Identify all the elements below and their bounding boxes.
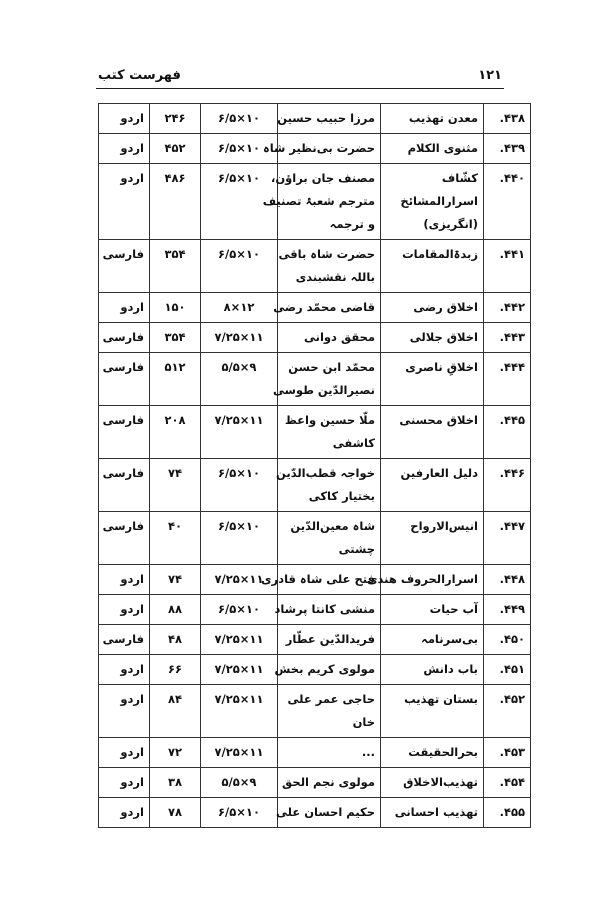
book-author-line: مصنف جان براؤن، (270, 171, 375, 185)
entry-number: ۴۴۲. (484, 293, 531, 323)
book-language: فارسی (99, 459, 150, 512)
book-title-line: دلیل العارفین (400, 466, 478, 480)
page-count: ۷۴ (150, 459, 201, 512)
book-size: ۱۱×۷/۲۵ (201, 685, 278, 738)
book-title (381, 353, 484, 406)
book-author (278, 798, 381, 828)
book-author-line: حضرت بی‌نظیر شاہ (262, 141, 375, 155)
book-size: ۱۱×۷/۲۵ (201, 738, 278, 768)
book-title-line: باب دانش (423, 662, 478, 676)
book-language: اردو (99, 798, 150, 828)
book-language: فارسی (99, 625, 150, 655)
page-count: ۱۵۰ (150, 293, 201, 323)
book-author-line: خان (352, 715, 375, 729)
book-author-line: مرزا حبیب حسین (277, 111, 375, 125)
book-title-line: بحرالحقیقت (408, 745, 478, 759)
table-row (99, 738, 531, 768)
book-title (381, 655, 484, 685)
book-language: اردو (99, 293, 150, 323)
book-size: ۹×۵/۵ (201, 353, 278, 406)
page-count: ۴۵۲ (150, 134, 201, 164)
book-title (381, 134, 484, 164)
book-title-line: تهذیب‌الاخلاق (403, 775, 478, 789)
book-author (278, 512, 381, 565)
table-row (99, 104, 531, 134)
book-title-line: آب حیات (429, 602, 478, 616)
book-language: اردو (99, 595, 150, 625)
page-count: ۸۴ (150, 685, 201, 738)
page-count: ۸۸ (150, 595, 201, 625)
table-row (99, 595, 531, 625)
book-author-line: قاضی محمّد رضی (273, 300, 375, 314)
book-title (381, 738, 484, 768)
page-number: ۱۲۱ (478, 68, 502, 83)
book-author-line: نصیرالدّین طوسی (272, 383, 375, 397)
book-language: اردو (99, 738, 150, 768)
book-author-line: باللہ نقشبندی (295, 270, 375, 284)
book-language: اردو (99, 134, 150, 164)
book-title (381, 459, 484, 512)
book-language: اردو (99, 565, 150, 595)
table-row (99, 625, 531, 655)
page-count: ۴۸۶ (150, 164, 201, 240)
book-author-line: محقق دوانی (304, 330, 375, 344)
book-title-line: اسرارالحروف هندی (366, 572, 478, 586)
entry-number: ۴۴۱. (484, 240, 531, 293)
table-row (99, 164, 531, 240)
book-size: ۹×۵/۵ (201, 768, 278, 798)
book-author (278, 459, 381, 512)
entry-number: ۴۴۰. (484, 164, 531, 240)
book-author (262, 164, 381, 240)
book-list-body (99, 104, 531, 828)
book-author-line: چشتی (338, 542, 375, 556)
book-title-line: اخلاقِ ناصری (405, 360, 478, 374)
book-title (381, 323, 484, 353)
book-author (261, 565, 381, 595)
table-row (99, 768, 531, 798)
book-author-line: ... (361, 745, 375, 759)
book-language: اردو (99, 164, 150, 240)
book-title (381, 798, 484, 828)
entry-number: ۴۴۹. (484, 595, 531, 625)
table-row (99, 655, 531, 685)
book-title-line: زبدۃالمقامات (402, 247, 478, 261)
book-language: اردو (99, 104, 150, 134)
book-author (278, 625, 381, 655)
book-size: ۱۰×۶/۵ (201, 104, 278, 134)
book-author-line: بختیار کاکی (308, 489, 375, 503)
table-row (99, 323, 531, 353)
book-author-line: مولوی نجم الحق (282, 775, 375, 789)
book-title-line: اخلاق جلالی (409, 330, 478, 344)
book-author-line: و ترجمہ (329, 217, 375, 231)
table-row (99, 512, 531, 565)
book-language: فارسی (99, 353, 150, 406)
book-author (278, 406, 381, 459)
entry-number: ۴۴۵. (484, 406, 531, 459)
book-title (366, 565, 484, 595)
table-row (99, 134, 531, 164)
page-count: ۵۱۲ (150, 353, 201, 406)
book-author-line: حضرت شاہ باقی (278, 247, 375, 261)
page-count: ۷۸ (150, 798, 201, 828)
entry-number: ۴۴۸. (484, 565, 531, 595)
book-author-line: ملّا حسین واعظ (284, 413, 375, 427)
book-size: ۱۱×۷/۲۵ (201, 323, 278, 353)
book-size: ۱۱×۷/۲۵ (201, 565, 278, 595)
table-row (99, 406, 531, 459)
book-author-line: حکیم احسان علی (276, 805, 375, 819)
book-title (381, 768, 484, 798)
book-size: ۱۲×۸ (201, 293, 278, 323)
book-title-line: انیس‌الارواح (410, 519, 478, 533)
book-language: فارسی (99, 406, 150, 459)
page-count: ۲۴۶ (150, 104, 201, 134)
page-count: ۴۸ (150, 625, 201, 655)
table-row (99, 685, 531, 738)
table-row (99, 798, 531, 828)
book-author-line: فتح علی شاہ قادری (261, 572, 375, 586)
book-size: ۱۱×۷/۲۵ (201, 625, 278, 655)
entry-number: ۴۴۶. (484, 459, 531, 512)
book-title-line: اخلاق محسنی (399, 413, 478, 427)
entry-number: ۴۵۱. (484, 655, 531, 685)
book-size: ۱۰×۶/۵ (201, 134, 278, 164)
book-title-line: معدن تهذیب (408, 111, 478, 125)
entry-number: ۴۴۷. (484, 512, 531, 565)
book-language: اردو (99, 655, 150, 685)
entry-number: ۴۳۸. (484, 104, 531, 134)
book-author-line: مولوی کریم بخش (274, 662, 375, 676)
entry-number: ۴۵۳. (484, 738, 531, 768)
book-size: ۱۰×۶/۵ (201, 459, 278, 512)
book-author-line: کاشفی (332, 436, 375, 450)
table-row (99, 293, 531, 323)
entry-number: ۴۵۰. (484, 625, 531, 655)
book-title (381, 240, 484, 293)
book-language: فارسی (99, 323, 150, 353)
book-language: اردو (99, 685, 150, 738)
book-size: ۱۰×۶/۵ (201, 595, 278, 625)
table-row (99, 353, 531, 406)
book-title-line: اسرارالمشائخ (400, 194, 478, 208)
book-title (381, 595, 484, 625)
page-count: ۳۸ (150, 768, 201, 798)
book-author (272, 353, 381, 406)
book-author (278, 768, 381, 798)
book-author-line: مترجم شعبۂ تصنیف (262, 194, 375, 208)
entry-number: ۴۵۴. (484, 768, 531, 798)
book-author-line: فریدالدّین عطّار (285, 632, 375, 646)
book-author-line: خواجہ قطب‌الدّین (276, 466, 375, 480)
table-row (99, 459, 531, 512)
book-author-line: حاجی عمر علی (287, 692, 375, 706)
book-author (278, 738, 381, 768)
book-author (278, 240, 381, 293)
entry-number: ۴۵۵. (484, 798, 531, 828)
page-count: ۲۰۸ (150, 406, 201, 459)
book-title (381, 293, 484, 323)
book-title-line: (انگریزی) (423, 217, 478, 231)
book-author-line: شاہ معین‌الدّین (290, 519, 375, 533)
table-row (99, 565, 531, 595)
entry-number: ۴۴۴. (484, 353, 531, 406)
book-author (262, 134, 381, 164)
book-language: اردو (99, 768, 150, 798)
book-title (381, 625, 484, 655)
book-title-line: بستان تهذیب (404, 692, 478, 706)
book-author (278, 323, 381, 353)
book-author (274, 655, 381, 685)
book-title (381, 104, 484, 134)
page-count: ۳۵۴ (150, 240, 201, 293)
book-title-line: کشّاف (441, 171, 478, 185)
book-size: ۱۰×۶/۵ (201, 240, 278, 293)
page-count: ۶۶ (150, 655, 201, 685)
entry-number: ۴۵۲. (484, 685, 531, 738)
book-list-table (98, 103, 531, 828)
page-count: ۷۲ (150, 738, 201, 768)
book-title (381, 406, 484, 459)
book-title-line: تهذیب احسانی (394, 805, 478, 819)
book-author (278, 685, 381, 738)
table-row (99, 240, 531, 293)
entry-number: ۴۳۹. (484, 134, 531, 164)
book-size: ۱۱×۷/۲۵ (201, 406, 278, 459)
page-count: ۴۰ (150, 512, 201, 565)
entry-number: ۴۴۳. (484, 323, 531, 353)
book-author (274, 595, 381, 625)
book-title-line: بی‌سرنامہ (421, 632, 478, 646)
book-size: ۱۰×۶/۵ (201, 164, 278, 240)
book-title (381, 685, 484, 738)
book-title-line: اخلاق رضی (413, 300, 478, 314)
book-author-line: منشی کانتا پرشاد (274, 602, 375, 616)
page-count: ۳۵۴ (150, 323, 201, 353)
book-author (273, 293, 381, 323)
page-count: ۷۴ (150, 565, 201, 595)
page-header (96, 66, 504, 89)
book-title-line: مثنوی الکلام (407, 141, 478, 155)
book-title (381, 164, 484, 240)
book-title (381, 512, 484, 565)
book-author (278, 104, 381, 134)
book-language: فارسی (99, 240, 150, 293)
book-size: ۱۰×۶/۵ (201, 512, 278, 565)
book-size: ۱۰×۶/۵ (201, 798, 278, 828)
book-author-line: محمّد ابن حسن (288, 360, 375, 374)
book-language: فارسی (99, 512, 150, 565)
book-size: ۱۱×۷/۲۵ (201, 655, 278, 685)
running-title: فهرست کتب (98, 68, 181, 83)
